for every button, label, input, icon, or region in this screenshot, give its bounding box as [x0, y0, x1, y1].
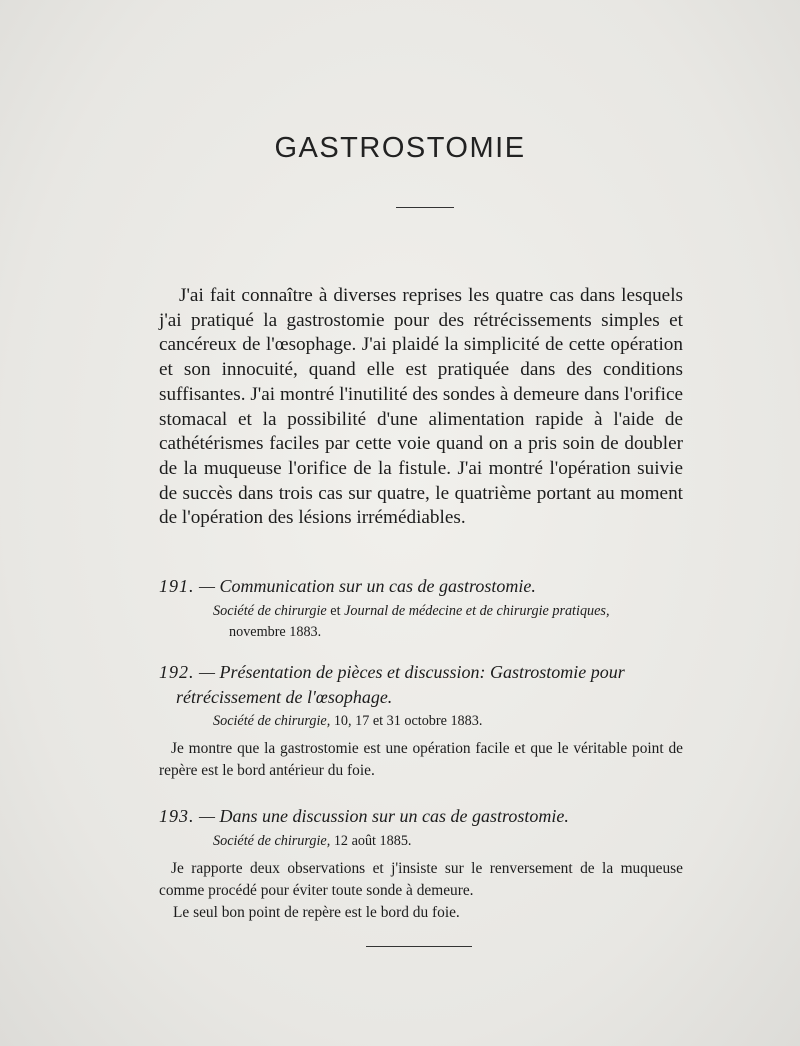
source-journal: Société de chirurgie, [213, 833, 331, 849]
entry-192-source [213, 711, 693, 731]
entry-192-heading [159, 660, 689, 685]
page-title: GASTROSTOMIE [274, 132, 526, 164]
entry-title: Communication sur un cas de gastrostomie. [219, 576, 536, 596]
entry-193-source [213, 831, 693, 851]
source-date: 10, 17 et 31 octobre 1883. [330, 713, 483, 729]
entry-192-note: Je montre que la gastrostomie est une opération facile et que le véritable point de repère est le bord antérieur du foie. [159, 740, 683, 779]
entry-dash: — [194, 576, 220, 596]
entry-number: 193. [159, 806, 195, 826]
source-journal: Société de chirurgie [213, 603, 327, 619]
entry-193-note: Je rapporte deux observations et j'insiste sur le renversement de la muqueuse comme procédé pour éviter toute sonde à demeure. [159, 860, 683, 899]
entry-number: 192. [159, 662, 195, 682]
source-conj: et [326, 603, 345, 619]
source-journal: Journal de médecine et de chirurgie pratiques, [344, 603, 610, 619]
closing-divider [366, 946, 472, 947]
entry-title: Dans une discussion sur un cas de gastrostomie. [219, 806, 569, 826]
intro-paragraph: J'ai fait connaître à diverses reprises les quatre cas dans lesquels j'ai pratiqué la gastrostomie pour des rétrécissements simples et cancéreux de l'œsophage. J'ai plaidé la simplicité de cette opération et son innocuité, quand elle est pratiquée dans des conditions suffisantes. J'ai montré l'inutilité des sondes à demeure dans l'orifice stomacal et la possibilité d'une alimentation rapide à l'aide de cathétérismes faciles par cette voie quand on a pris soin de doubler de la muqueuse l'orifice de la fistule. J'ai montré l'opération suivie de succès dans trois cas sur quatre, le quatrième portant au moment de l'opération des lésions irrémédiables. [159, 285, 683, 529]
entry-title: Présentation de pièces et discussion: Gastrostomie pour [219, 662, 625, 682]
entry-number: 191. [159, 576, 195, 596]
entry-193-note-2: Le seul bon point de repère est le bord du foie. [173, 904, 460, 921]
entry-191-heading [159, 574, 689, 599]
entry-193-heading [159, 804, 689, 829]
entry-191-source [213, 601, 693, 621]
entry-192-heading-cont: rétrécissement de l'œsophage. [176, 687, 393, 707]
entry-dash: — [194, 806, 220, 826]
source-journal: Société de chirurgie, [213, 713, 331, 729]
title-divider [396, 207, 454, 208]
entry-dash: — [194, 662, 220, 682]
entry-191-date: novembre 1883. [229, 624, 322, 640]
source-date: 12 août 1885. [330, 833, 412, 849]
